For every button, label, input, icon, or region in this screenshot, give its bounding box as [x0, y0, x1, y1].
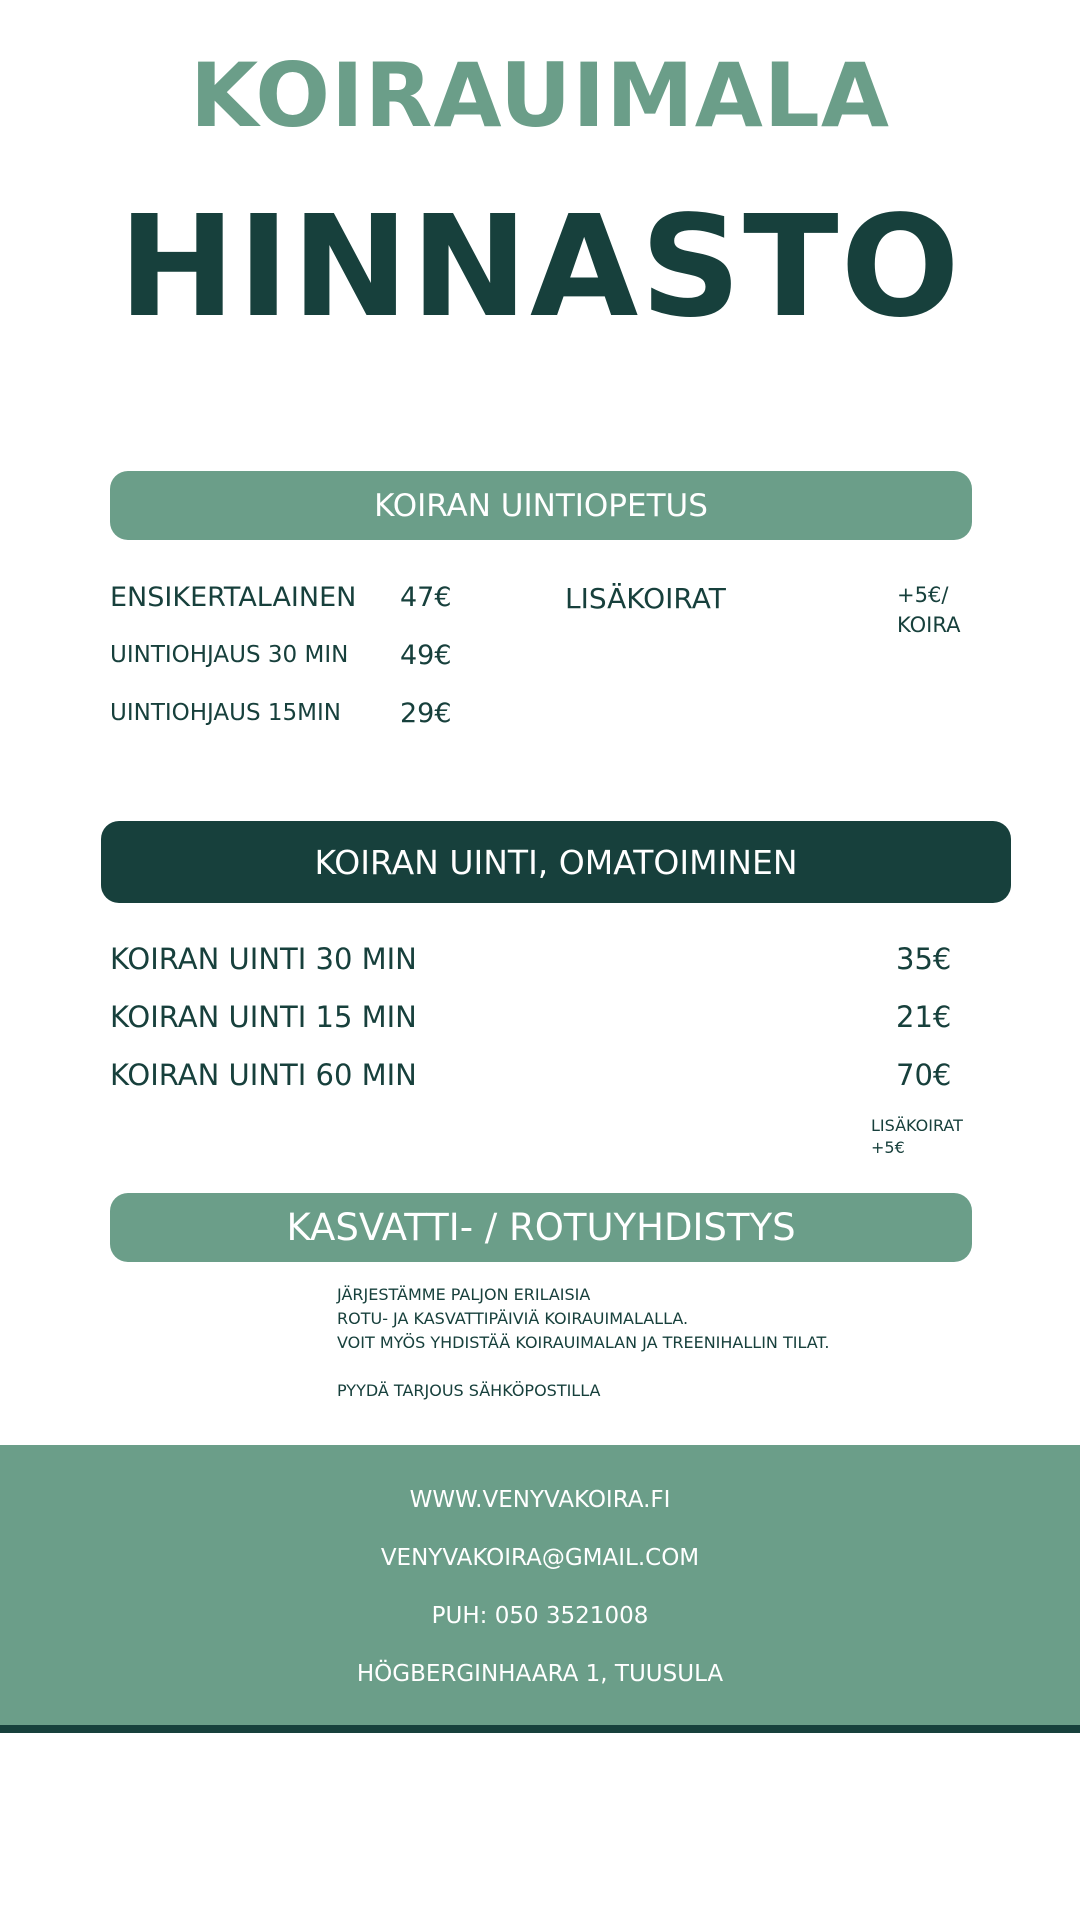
- swim-extra-dogs-note-line1: LISÄKOIRAT: [871, 1116, 963, 1135]
- swim-price-60: 70€: [896, 1058, 952, 1092]
- lesson-label-guidance-15: UINTIOHJAUS 15MIN: [110, 700, 342, 726]
- footer-phone[interactable]: PUH: 050 3521008: [431, 1603, 649, 1629]
- title-hinnasto: HINNASTO: [118, 186, 962, 349]
- extra-dogs-price: [897, 580, 960, 640]
- breed-club-line-1: JÄRJESTÄMME PALJON ERILAISIA: [337, 1285, 591, 1304]
- swim-price-15: 21€: [896, 1000, 952, 1034]
- breed-club-cta: PYYDÄ TARJOUS SÄHKÖPOSTILLA: [337, 1381, 601, 1400]
- swim-extra-dogs-note-line2: +5€: [871, 1138, 905, 1157]
- lesson-price-guidance-15: 29€: [400, 698, 452, 729]
- breed-club-description: [337, 1283, 829, 1403]
- extra-dogs-price-line2: KOIRA: [897, 613, 961, 637]
- breed-club-line-3: VOIT MYÖS YHDISTÄÄ KOIRAUIMALAN JA TREENIHALLIN TILAT.: [337, 1333, 830, 1352]
- lesson-price-guidance-30: 49€: [400, 640, 452, 671]
- title-koirauimala: KOIRAUIMALA: [189, 44, 890, 147]
- swim-label-60: KOIRAN UINTI 60 MIN: [110, 1058, 417, 1092]
- swim-label-30: KOIRAN UINTI 30 MIN: [110, 942, 417, 976]
- swim-label-15: KOIRAN UINTI 15 MIN: [110, 1000, 417, 1034]
- footer-website[interactable]: WWW.VENYVAKOIRA.FI: [409, 1487, 671, 1513]
- footer-divider: [0, 1725, 1080, 1733]
- footer-email[interactable]: VENYVAKOIRA@GMAIL.COM: [380, 1545, 700, 1571]
- section-heading-self-swim: KOIRAN UINTI, OMATOIMINEN: [101, 821, 1011, 903]
- extra-dogs-price-line1: +5€/: [897, 583, 949, 607]
- lesson-label-guidance-30: UINTIOHJAUS 30 MIN: [110, 642, 349, 668]
- swim-price-30: 35€: [896, 942, 952, 976]
- section-heading-breed-club: KASVATTI- / ROTUYHDISTYS: [110, 1193, 972, 1262]
- swim-extra-dogs-note: [871, 1115, 963, 1159]
- section-heading-swim-lessons: KOIRAN UINTIOPETUS: [110, 471, 972, 540]
- footer-address: HÖGBERGINHAARA 1, TUUSULA: [356, 1661, 724, 1687]
- breed-club-line-2: ROTU- JA KASVATTIPÄIVIÄ KOIRAUIMALALLA.: [337, 1309, 689, 1328]
- extra-dogs-label: LISÄKOIRAT: [565, 582, 726, 615]
- lesson-price-first-timer: 47€: [400, 582, 452, 613]
- lesson-label-first-timer: ENSIKERTALAINEN: [110, 582, 357, 613]
